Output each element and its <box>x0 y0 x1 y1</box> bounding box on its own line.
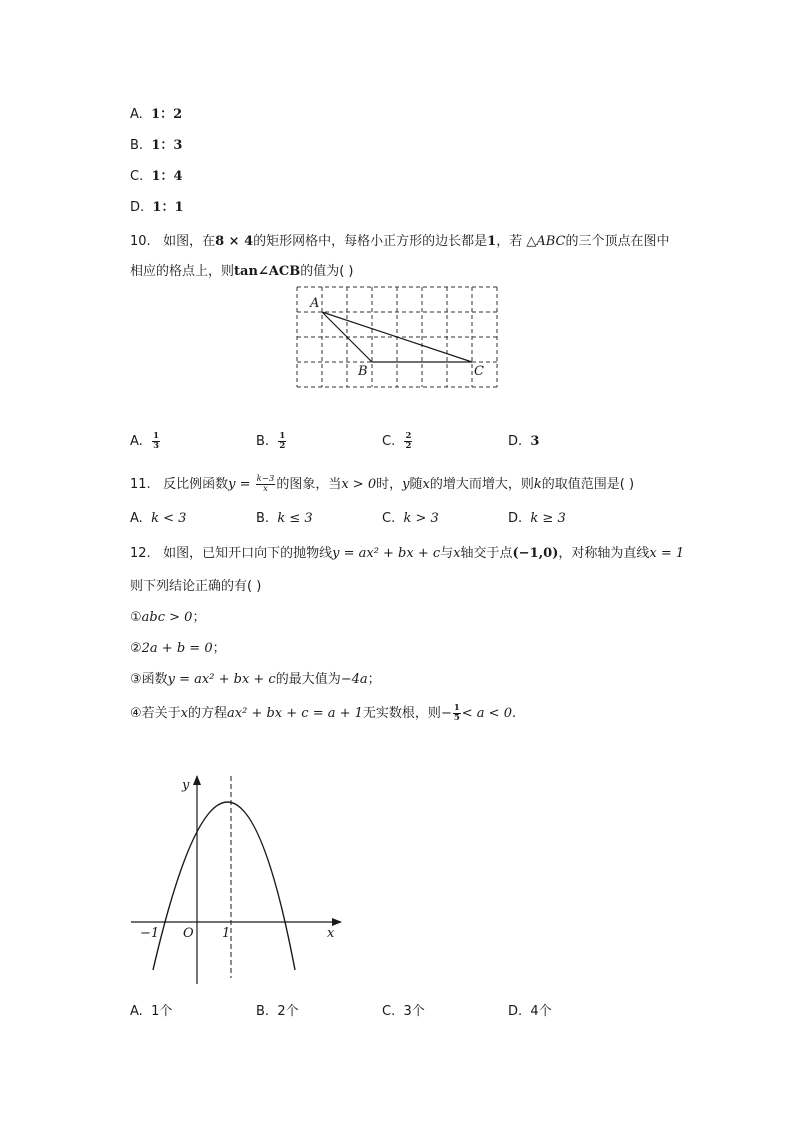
option-text: k ≤ 3 <box>277 511 313 526</box>
q12-option-d <box>508 1000 552 1019</box>
math-expr: −4a <box>340 672 368 687</box>
option-letter: A. <box>130 511 143 526</box>
denominator: 2 <box>405 441 412 451</box>
statement-mark: ② <box>130 641 142 656</box>
stem-text: 相应的格点上，则 <box>130 264 235 279</box>
fraction <box>152 432 160 451</box>
math-expr: < a < 0. <box>461 706 517 721</box>
stem-text: ； <box>367 672 381 687</box>
denominator: 3 <box>153 441 159 451</box>
option-letter: C. <box>382 511 396 526</box>
q12-option-a <box>130 1000 172 1019</box>
option-letter: B. <box>256 434 270 449</box>
q10-stem-line1 <box>130 230 670 249</box>
numerator: k−3 <box>256 474 275 484</box>
stem-text: 的增大而增大，则 <box>429 477 534 492</box>
tick-neg1-label: −1 <box>140 926 160 941</box>
option-text: 1：1 <box>152 200 184 215</box>
stem-text: 反比例函数 <box>163 477 229 492</box>
math-axis: x = 1 <box>649 546 685 561</box>
q10-stem-line2 <box>130 260 354 279</box>
q9-option-d <box>130 196 184 215</box>
stem-text: 无实数根，则 <box>362 706 441 721</box>
stem-text: 轴交于点 <box>460 546 513 561</box>
denominator: x <box>263 484 268 494</box>
math-tan: tan∠ACB <box>234 264 301 279</box>
statement-mark: ① <box>130 610 142 625</box>
q12-statement-1 <box>130 606 205 625</box>
question-number: 11. <box>130 477 151 492</box>
option-text: 2个 <box>277 1004 299 1019</box>
option-letter: A. <box>130 1004 143 1019</box>
stem-text: 的矩形网格中，每格小正方形的边长都是 <box>253 234 488 249</box>
q11-stem <box>130 473 634 494</box>
stem-text: 函数 <box>141 672 168 687</box>
q12-option-b <box>256 1000 299 1019</box>
y-axis-label: y <box>182 778 190 793</box>
fraction <box>453 704 461 723</box>
q10-option-c <box>382 432 413 451</box>
math-one: 1 <box>487 234 497 249</box>
option-letter: B. <box>256 1004 270 1019</box>
option-letter: D. <box>130 200 145 215</box>
option-text: k ≥ 3 <box>530 511 566 526</box>
option-letter: C. <box>130 169 144 184</box>
math-condition: x > 0 <box>341 477 377 492</box>
stem-text: 的最大值为 <box>275 672 341 687</box>
q9-option-c <box>130 165 183 184</box>
option-text: 1：3 <box>151 138 183 153</box>
q9-option-b <box>130 134 182 153</box>
math-minus: − <box>440 706 452 721</box>
q11-option-d <box>508 511 566 526</box>
option-letter: D. <box>508 434 523 449</box>
stem-text: 的方程 <box>188 706 228 721</box>
vertex-b-label: B <box>358 364 368 379</box>
math-expr: 2a + b = 0 <box>141 641 213 656</box>
q12-statement-2 <box>130 637 226 656</box>
stem-text: ； <box>212 641 226 656</box>
stem-text: 的取值范围是( ) <box>541 477 635 492</box>
math-parabola: y = ax² + bx + c <box>332 546 441 561</box>
q11-option-c <box>382 511 439 526</box>
stem-text: 时， <box>376 477 403 492</box>
tick-1-label: 1 <box>222 926 231 941</box>
q12-statement-4 <box>130 702 516 723</box>
math-grid-size: 8 × 4 <box>215 234 254 249</box>
statement-mark: ④ <box>130 706 142 721</box>
stem-text: 的三个顶点在图中 <box>565 234 670 249</box>
stem-text: ，若 <box>496 234 523 249</box>
option-letter: C. <box>382 1004 396 1019</box>
numerator: 1 <box>279 431 286 441</box>
q12-stem-line1 <box>130 542 684 561</box>
q11-option-b <box>256 511 313 526</box>
question-number: 10. <box>130 234 151 249</box>
q10-option-a <box>130 432 161 451</box>
origin-label: O <box>183 926 194 941</box>
math-x: x <box>453 546 461 561</box>
q12-statement-3 <box>130 668 381 687</box>
option-text: k > 3 <box>403 511 439 526</box>
triangle-abc <box>322 312 472 362</box>
stem-text: ； <box>192 610 206 625</box>
fraction <box>278 432 286 451</box>
math-expr: abc > 0 <box>141 610 193 625</box>
math-y: y <box>402 477 410 492</box>
q12-parabola-graph <box>125 770 350 990</box>
stem-text: 随 <box>409 477 423 492</box>
option-letter: A. <box>130 434 143 449</box>
question-number: 12. <box>130 546 151 561</box>
math-expr: ax² + bx + c = a + 1 <box>227 706 363 721</box>
option-text: 1：2 <box>151 107 183 122</box>
stem-text: ，对称轴为直线 <box>558 546 650 561</box>
q11-option-a <box>130 511 186 526</box>
vertex-a-label: A <box>310 296 320 311</box>
q10-option-d <box>508 434 539 449</box>
math-triangle: △ABC <box>526 234 566 249</box>
q12-stem-line2: 则下列结论正确的有( ) <box>130 579 262 594</box>
x-axis-label: x <box>327 926 335 941</box>
option-letter: C. <box>382 434 396 449</box>
denominator: 5 <box>453 713 460 723</box>
math-expr: y = ax² + bx + c <box>167 672 276 687</box>
option-text: 3个 <box>403 1004 425 1019</box>
math-y-eq: y = <box>228 477 251 492</box>
numerator: 1 <box>153 431 159 441</box>
math-x: x <box>422 477 430 492</box>
fraction <box>404 432 412 451</box>
numerator: 1 <box>453 703 460 713</box>
option-letter: B. <box>256 511 270 526</box>
option-letter: B. <box>130 138 144 153</box>
option-text: 1个 <box>151 1004 173 1019</box>
stem-text: 如图，在 <box>163 234 216 249</box>
stem-text: 的图象，当 <box>276 477 342 492</box>
q10-grid-figure <box>296 286 500 388</box>
stem-text: 如图，已知开口向下的抛物线 <box>163 546 333 561</box>
fraction <box>256 475 276 494</box>
q12-option-c <box>382 1000 425 1019</box>
numerator: 2 <box>405 431 412 441</box>
parabola-curve <box>153 802 295 970</box>
option-text: 3 <box>530 434 540 449</box>
option-text: 4个 <box>530 1004 552 1019</box>
math-point: (−1,0) <box>512 546 559 561</box>
option-text: k < 3 <box>151 511 187 526</box>
denominator: 2 <box>279 441 286 451</box>
stem-text: 若关于 <box>141 706 181 721</box>
stem-text: 的值为( ) <box>300 264 354 279</box>
q10-option-b <box>256 432 287 451</box>
math-k: k <box>533 477 542 492</box>
stem-text: 与 <box>440 546 454 561</box>
vertex-c-label: C <box>474 364 484 379</box>
math-x: x <box>180 706 189 721</box>
option-letter: D. <box>508 1004 523 1019</box>
q9-option-a <box>130 103 182 122</box>
option-letter: D. <box>508 511 523 526</box>
option-text: 1：4 <box>151 169 183 184</box>
statement-mark: ③ <box>130 672 142 687</box>
option-letter: A. <box>130 107 143 122</box>
